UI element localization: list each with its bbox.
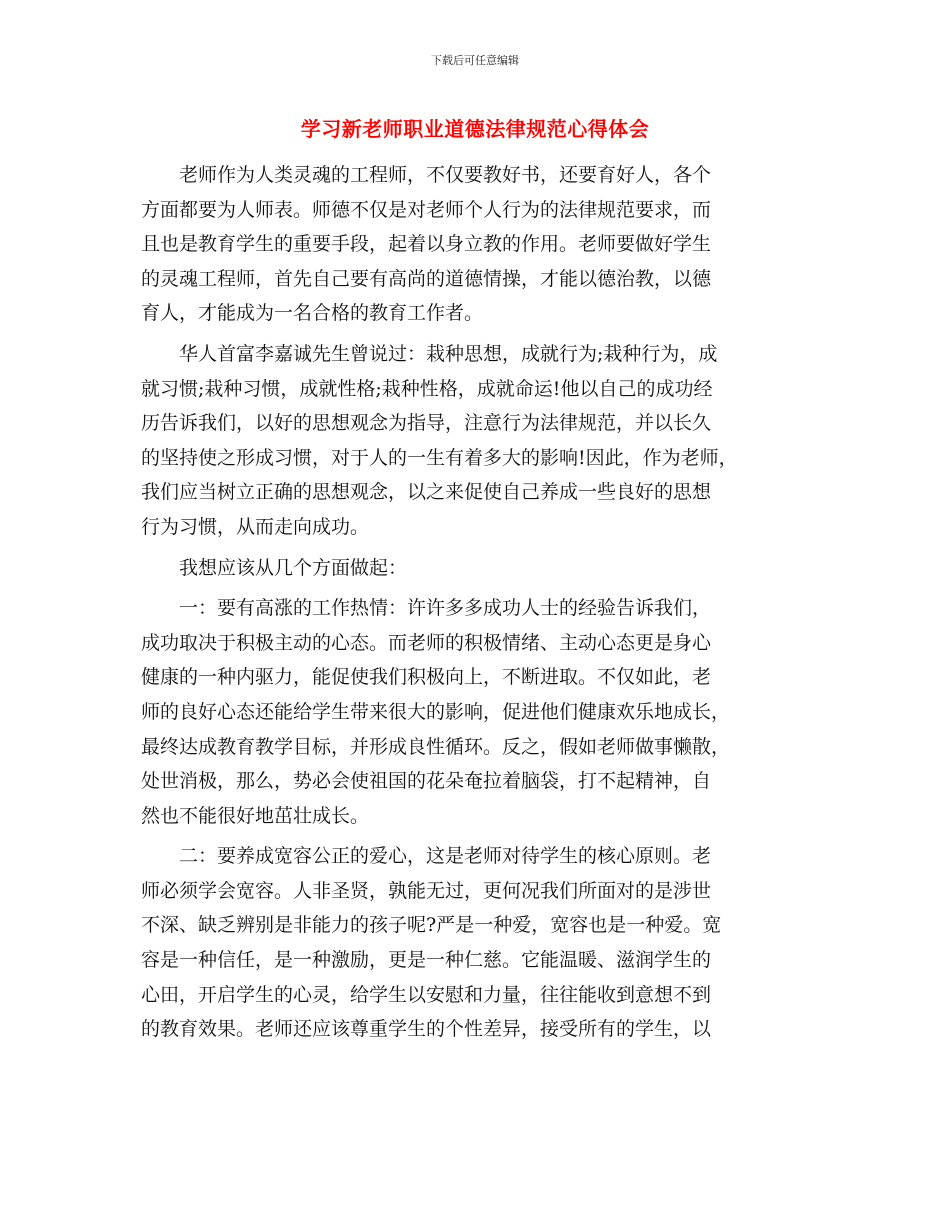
text-line: 健康的一种内驱力，能促使我们积极向上，不断进取。不仅如此，老 (141, 666, 712, 689)
paragraph-point-one (141, 591, 821, 833)
paragraph-quote (141, 337, 821, 545)
paragraph-intro (141, 158, 821, 331)
document-body (141, 158, 821, 1047)
text-line: 方面都要为人师表。师德不仅是对老师个人行为的法律规范要求，而 (141, 198, 712, 221)
text-line: 然也不能很好地茁壮成长。 (141, 804, 370, 827)
text-line: 成功取决于积极主动的心态。而老师的积极情绪、主动心态更是身心 (141, 631, 712, 654)
text-line: 历告诉我们，以好的思想观念为指导，注意行为法律规范，并以长久 (141, 412, 712, 435)
text-line: 且也是教育学生的重要手段，起着以身立教的作用。老师要做好学生 (141, 233, 712, 256)
text-line: 处世消极，那么，势必会使祖国的花朵奄拉着脑袋，打不起精神，自 (141, 770, 712, 793)
text-line: 华人首富李嘉诚先生曾说过：栽种思想，成就行为;栽种行为，成 (141, 342, 718, 365)
text-line: 的教育效果。老师还应该尊重学生的个性差异，接受所有的学生，以 (141, 1018, 712, 1041)
text-line: 心田，开启学生的心灵，给学生以安慰和力量，往往能收到意想不到 (141, 983, 712, 1006)
document-title: 学习新老师职业道德法律规范心得体会 (300, 117, 650, 141)
text-line: 的灵魂工程师，首先自己要有高尚的道德情操，才能以德治教，以德 (141, 267, 712, 290)
text-line: 最终达成教育教学目标，并形成良性循环。反之，假如老师做事懒散， (141, 735, 731, 758)
text-line: 一：要有高涨的工作热情：许许多多成功人士的经验告诉我们， (141, 597, 712, 620)
text-line: 老师作为人类灵魂的工程师，不仅要教好书，还要育好人，各个 (141, 164, 712, 186)
text-line: 就习惯;栽种习惯，成就性格;栽种性格，成就命运!他以自己的成功经 (141, 377, 713, 400)
page-header-note: 下载后可任意编辑 (431, 54, 519, 67)
text-line: 我们应当树立正确的思想观念，以之来促使自己养成一些良好的思想 (141, 481, 712, 504)
text-line: 育人，才能成为一名合格的教育工作者。 (141, 302, 484, 325)
text-line: 二：要养成宽容公正的爱心，这是老师对待学生的核心原则。老 (141, 845, 712, 868)
text-line: 行为习惯，从而走向成功。 (141, 515, 370, 538)
text-line: 我想应该从几个方面做起： (141, 556, 408, 579)
paragraph-point-two (141, 839, 821, 1047)
text-line: 不深、缺乏辨别是非能力的孩子呢?严是一种爱，宽容也是一种爱。宽 (141, 914, 722, 937)
text-line: 容是一种信任，是一种激励，更是一种仁慈。它能温暖、滋润学生的 (141, 949, 712, 972)
text-line: 师的良好心态还能给学生带来很大的影响，促进他们健康欢乐地成长， (141, 700, 731, 723)
text-line: 的坚持使之形成习惯，对于人的一生有着多大的影响!因此，作为老师， (141, 446, 738, 469)
text-line: 师必须学会宽容。人非圣贤，孰能无过，更何况我们所面对的是涉世 (141, 879, 712, 902)
paragraph-lead-in (141, 551, 821, 586)
